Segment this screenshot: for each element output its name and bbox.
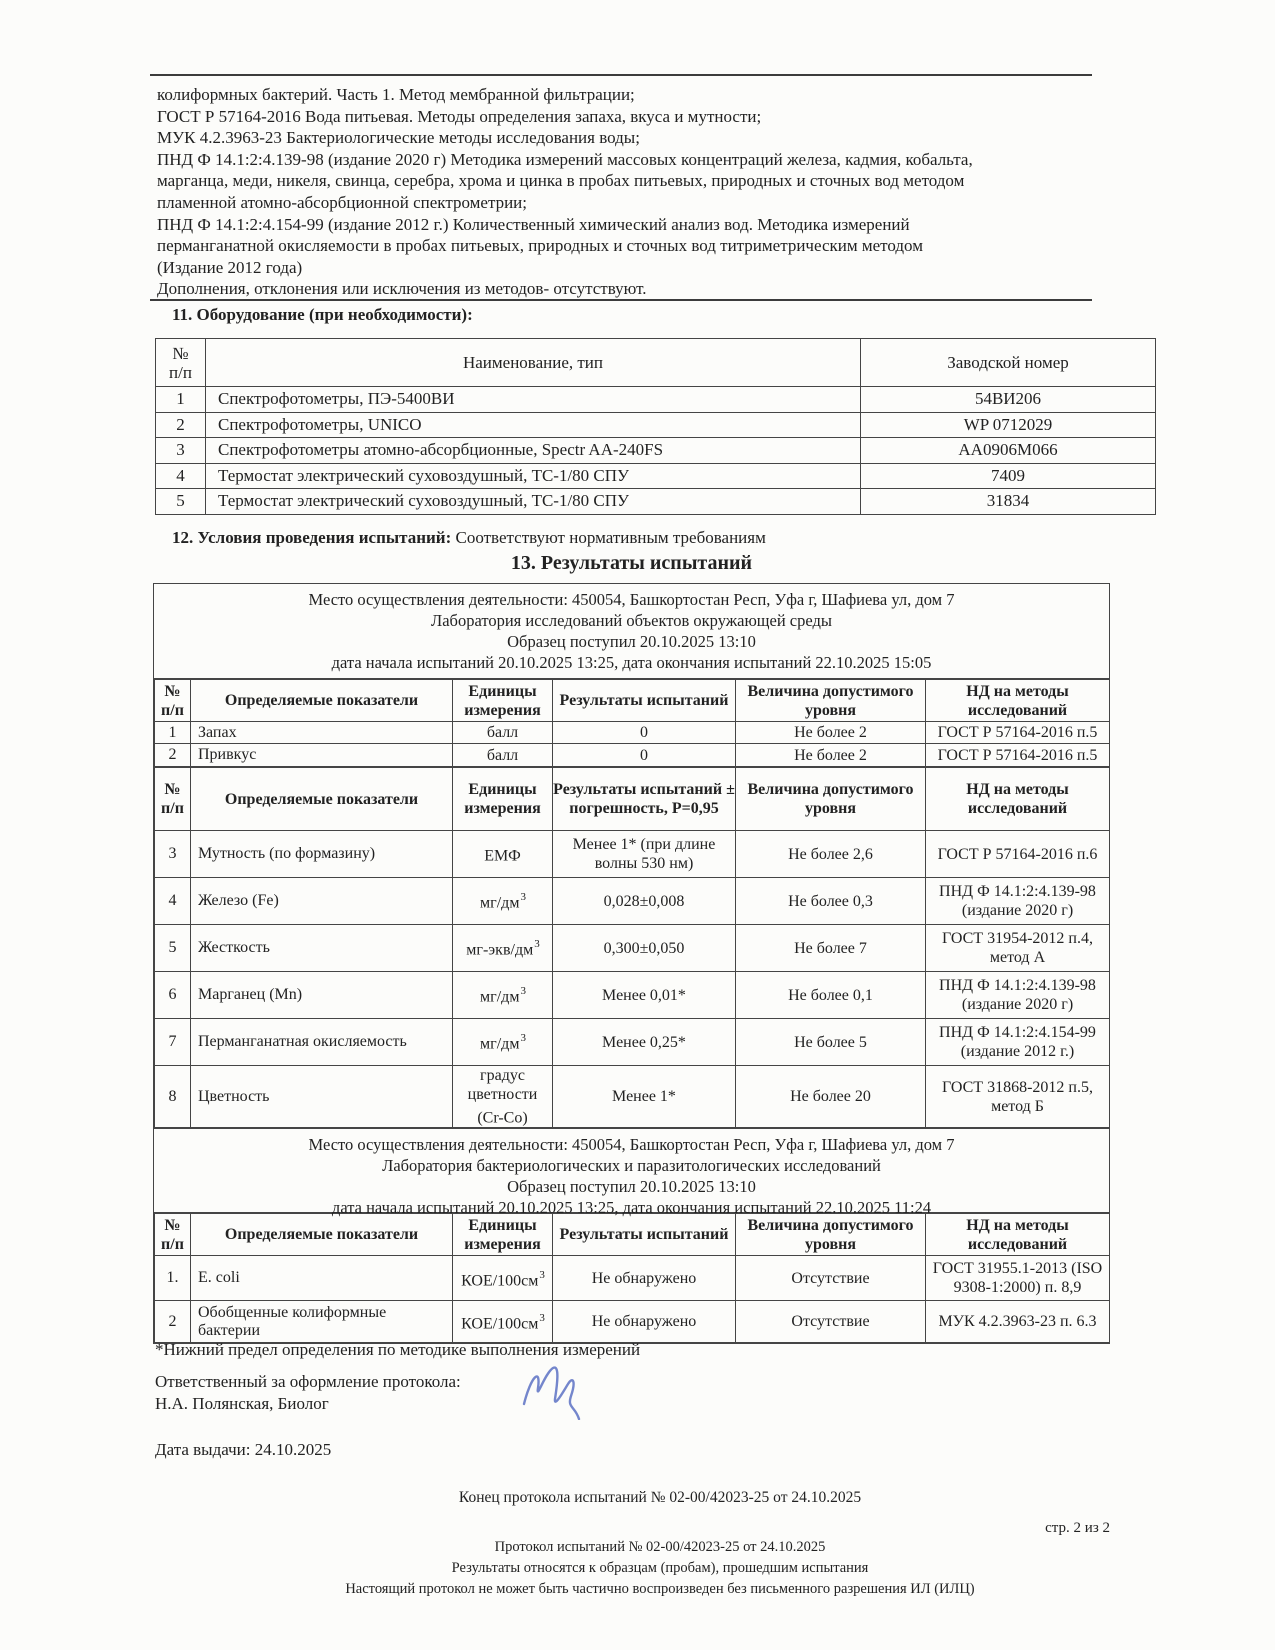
activity-place: Место осуществления деятельности: 450054, Башкортостан Респ, Уфа г, Шафиева ул, дом 7 [308,590,955,609]
num-label: № [164,781,181,798]
test-dates: дата начала испытаний 20.10.2025 13:25, дата окончания испытаний 22.10.2025 11:24 [331,1198,932,1218]
nd-cell: ПНД Ф 14.1:2:4.139-98 (издание 2020 г) [926,972,1110,1019]
indicator-name: E. coli [191,1256,453,1301]
table-row [155,972,1110,1019]
header-num [155,680,191,722]
header-unit: Единицы измерения [453,1214,553,1256]
indicator-name: Марганец (Mn) [191,972,453,1019]
unit-cell: $мг-экв/дм^3$ [453,925,553,972]
results-header-row [155,680,1110,722]
header-limit: Величина допустимого уровня [736,768,926,831]
result-cell: 0,300±0,050 [553,925,736,972]
unit-cell: ЕМФ [453,831,553,878]
unit-cell: $мг/дм^3$ [453,878,553,925]
footnote: *Нижний предел определения по методике выполнения измерений [155,1340,641,1359]
results-block [153,583,1110,1344]
result-cell: Менее 1* (при длине волны 530 нм) [553,831,736,878]
header-num [155,768,191,831]
result-cell: Менее 0,25* [553,1019,736,1066]
row-num: 5 [156,489,206,515]
indicator-name: Мутность (по формазину) [191,831,453,878]
sample-received: Образец поступил 20.10.2025 13:10 [507,1177,756,1197]
table-row [156,463,1156,489]
result-cell: 0 [553,744,736,767]
limit-cell: Не более 7 [736,925,926,972]
num-label: № [172,343,189,363]
equipment-serial: 54ВИ206 [861,387,1156,413]
equipment-header-num [156,339,206,387]
row-num: 8 [155,1066,191,1128]
limit-cell: Не более 0,3 [736,878,926,925]
section12-line [172,528,766,548]
equipment-serial: AA0906M066 [861,438,1156,464]
row-num: 7 [155,1019,191,1066]
nd-cell: ГОСТ 31954-2012 п.4, метод А [926,925,1110,972]
limit-cell: Не более 20 [736,1066,926,1128]
table-row [156,387,1156,413]
row-num: 5 [155,925,191,972]
header-result: Результаты испытаний [553,680,736,722]
table-row [155,925,1110,972]
nump-label: п/п [161,701,184,719]
indicator-name: Привкус [191,744,453,767]
nd-cell: ПНД Ф 14.1:2:4.154-99 (издание 2012 г.) [926,1019,1110,1066]
footer-protocol-line: Протокол испытаний № 02-00/42023-25 от 24.10.2025 [494,1539,826,1555]
header-name: Определяемые показатели [191,768,453,831]
indicator-name: Запах [191,722,453,744]
header-num [155,1214,191,1256]
unit-cell: балл [453,744,553,767]
signature [520,1362,590,1420]
row-num: 4 [156,463,206,489]
num-label: № [164,682,181,700]
unit-cell: $мг/дм^3$ [453,972,553,1019]
result-cell: Менее 0,01* [553,972,736,1019]
chem-info-block [154,584,1109,679]
equipment-serial: 7409 [861,463,1156,489]
header-nd: НД на методы исследований [926,1214,1110,1256]
table-row [155,1301,1110,1343]
equipment-header-serial: Заводской номер [861,339,1156,387]
header-limit: Величина допустимого уровня [736,680,926,722]
table-row [155,1066,1110,1128]
nd-cell: ГОСТ Р 57164-2016 п.5 [926,744,1110,767]
divider-rule [150,299,1092,301]
methods-line: МУК 4.2.3963-23 Бактериологические методы исследования воды; [157,128,640,148]
results-header-row-3 [155,1214,1110,1256]
equipment-table [155,338,1155,515]
row-num: 6 [155,972,191,1019]
results-header-row-2 [155,768,1110,831]
indicator-name: Цветность [191,1066,453,1128]
test-dates: дата начала испытаний 20.10.2025 13:25, дата окончания испытаний 22.10.2025 15:05 [331,653,932,672]
nd-cell: ГОСТ 31868-2012 п.5, метод Б [926,1066,1110,1128]
row-num: 3 [155,831,191,878]
section13-title: 13. Результаты испытаний [510,552,753,574]
equipment-name: Спектрофотометры атомно-абсорбционные, Spectr AA-240FS [206,438,861,464]
result-cell: Не обнаружено [553,1301,736,1343]
bacteriology-table [154,1213,1110,1343]
limit-cell: Отсутствие [736,1301,926,1343]
unit-cell: $мг/дм^3$ [453,1019,553,1066]
methods-line: ПНД Ф 14.1:2:4.139-98 (издание 2020 г) Методика измерений массовых концентраций железа, кадмия, кобальта, [157,149,973,169]
table-row [155,831,1110,878]
unit-cell: КОЕ/$100см^3$ [453,1256,553,1301]
section12-label: 12. Условия проведения испытаний: [172,528,452,547]
row-num: 1. [155,1256,191,1301]
indicator-name: Обобщенные колиформные бактерии [191,1301,453,1343]
responsible-person: Н.А. Полянская, Биолог [155,1394,329,1413]
nd-cell: ГОСТ 31955.1-2013 (ISO 9308-1:2000) п. 8,9 [926,1256,1110,1301]
methods-line: ПНД Ф 14.1:2:4.154-99 (издание 2012 г.) Количественный химический анализ вод. Методика измерений [157,214,910,234]
header-unit: Единицы измерения [453,768,553,831]
row-num: 2 [156,412,206,438]
result-cell: 0,028±0,008 [553,878,736,925]
methods-line: пламенной атомно-абсорбционной спектрометрии; [157,192,527,212]
chemistry-table [154,767,1110,1128]
header-name: Определяемые показатели [191,680,453,722]
footer-applies-line: Результаты относятся к образцам (пробам), прошедшим испытания [451,1560,869,1576]
methods-line: ГОСТ Р 57164-2016 Вода питьевая. Методы определения запаха, вкуса и мутности; [157,106,762,126]
limit-cell: Не более 0,1 [736,972,926,1019]
bact-info-block [154,1128,1109,1218]
header-unit: Единицы измерения [453,680,553,722]
row-num: 2 [155,744,191,767]
header-result: Результаты испытаний [553,1214,736,1256]
page-number: стр. 2 из 2 [1045,1520,1110,1536]
unit-cell: балл [453,722,553,744]
row-num: 3 [156,438,206,464]
activity-place: Место осуществления деятельности: 450054, Башкортостан Респ, Уфа г, Шафиева ул, дом 7 [308,1135,955,1155]
table-row [155,878,1110,925]
result-cell: Не обнаружено [553,1256,736,1301]
nd-cell: ГОСТ Р 57164-2016 п.6 [926,831,1110,878]
table-row [156,489,1156,515]
header-nd: НД на методы исследований [926,680,1110,722]
unit-cell: градус цветности (Cr-Co) [453,1066,553,1128]
header-nd: НД на методы исследований [926,768,1110,831]
nump-label: п/п [161,800,184,817]
equipment-name: Термостат электрический суховоздушный, ТС-1/80 СПУ [206,463,861,489]
equipment-serial: WP 0712029 [861,412,1156,438]
protocol-end-line: Конец протокола испытаний № 02-00/42023-25 от 24.10.2025 [458,1489,862,1506]
equipment-header-row [156,339,1156,387]
equipment-serial: 31834 [861,489,1156,515]
equipment-name: Термостат электрический суховоздушный, ТС-1/80 СПУ [206,489,861,515]
additions-line: Дополнения, отклонения или исключения из методов- отсутствуют. [157,279,647,299]
top-rule [150,74,1092,76]
nd-cell: МУК 4.2.3963-23 п. 6.3 [926,1301,1110,1343]
section11-title: 11. Оборудование (при необходимости): [172,305,473,324]
table-row [156,438,1156,464]
table-row [155,1019,1110,1066]
table-row [155,722,1110,744]
row-num: 4 [155,878,191,925]
result-cell: Менее 1* [553,1066,736,1128]
lab-name: Лаборатория исследований объектов окружающей среды [431,611,832,630]
equipment-name: Спектрофотометры, ПЭ-5400ВИ [206,387,861,413]
table-row [155,744,1110,767]
sample-received: Образец поступил 20.10.2025 13:10 [507,632,756,651]
limit-cell: Не более 2 [736,744,926,767]
indicator-name: Перманганатная окисляемость [191,1019,453,1066]
issue-date: Дата выдачи: 24.10.2025 [155,1440,332,1459]
limit-cell: Не более 2,6 [736,831,926,878]
header-result-uncertainty: Результаты испытаний ± погрешность, Р=0,95 [553,768,736,831]
row-num: 1 [155,722,191,744]
table-row [156,412,1156,438]
responsible-label: Ответственный за оформление протокола: [155,1372,461,1391]
indicator-name: Железо (Fe) [191,878,453,925]
limit-cell: Отсутствие [736,1256,926,1301]
methods-paragraph [157,84,1117,300]
num-label: № [164,1216,181,1234]
nump-label: п/п [169,362,192,382]
row-num: 1 [156,387,206,413]
indicator-name: Жесткость [191,925,453,972]
nd-cell: ПНД Ф 14.1:2:4.139-98 (издание 2020 г) [926,878,1110,925]
methods-line: перманганатной окисляемости в пробах питьевых, природных и сточных вод титриметрическим методом [157,236,923,256]
header-limit: Величина допустимого уровня [736,1214,926,1256]
limit-cell: Не более 5 [736,1019,926,1066]
methods-line: (Издание 2012 года) [157,257,303,277]
methods-line: марганца, меди, никеля, свинца, серебра, хрома и цинка в пробах питьевых, природных и сточных вод методом [157,171,965,191]
unit-cell: КОЕ/$100см^3$ [453,1301,553,1343]
methods-line: колиформных бактерий. Часть 1. Метод мембранной фильтрации; [157,85,635,104]
lab-name: Лаборатория бактериологических и паразитологических исследований [382,1156,881,1176]
section12-value: Соответствуют нормативным требованиям [455,528,766,547]
footer-copyright-line: Настоящий протокол не может быть частично воспроизведен без письменного разрешения ИЛ (ИЛЦ) [345,1581,975,1597]
organoleptic-table [154,679,1110,767]
header-name: Определяемые показатели [191,1214,453,1256]
nd-cell: ГОСТ Р 57164-2016 п.5 [926,722,1110,744]
result-cell: 0 [553,722,736,744]
row-num: 2 [155,1301,191,1343]
equipment-name: Спектрофотометры, UNICO [206,412,861,438]
table-row [155,1256,1110,1301]
limit-cell: Не более 2 [736,722,926,744]
nump-label: п/п [161,1235,184,1253]
equipment-header-name: Наименование, тип [206,339,861,387]
